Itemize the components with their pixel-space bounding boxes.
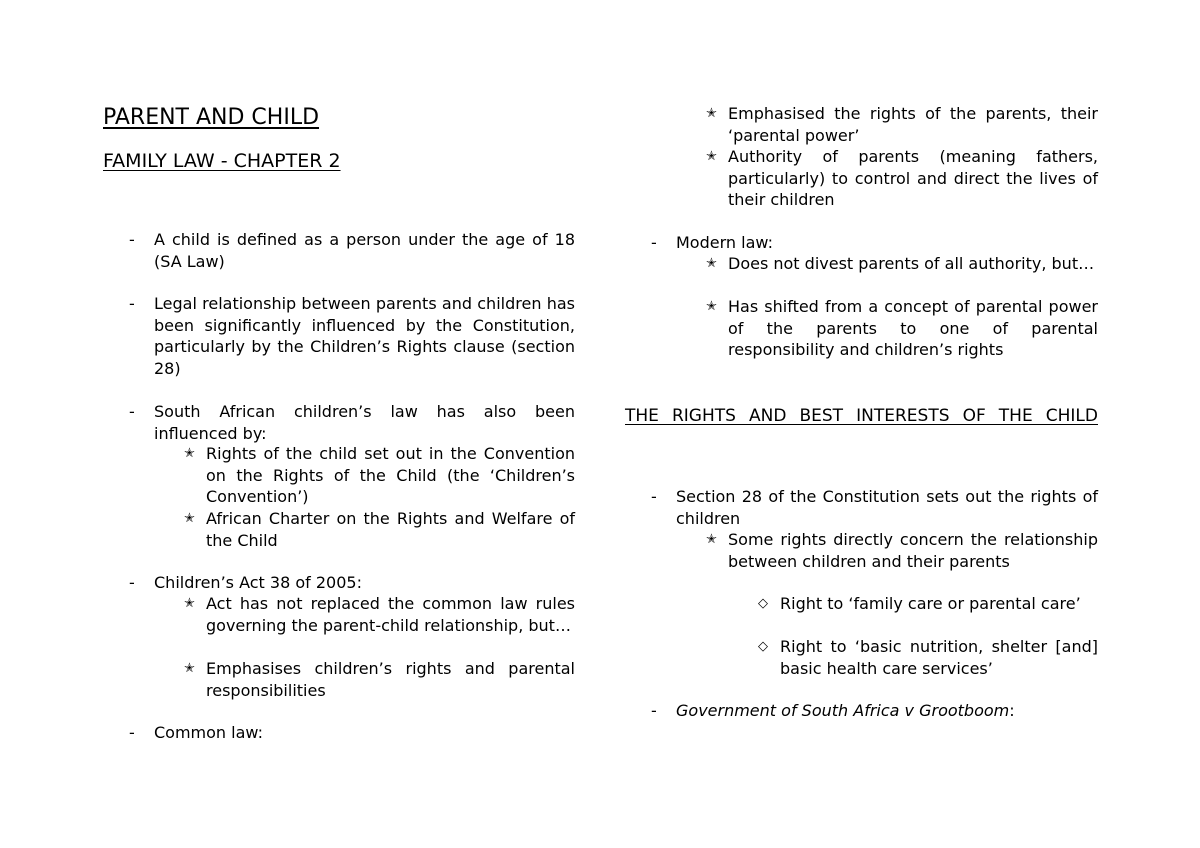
list-item — [129, 722, 575, 744]
star-bullet-icon: ✭ — [706, 299, 717, 314]
list-item-text: Legal relationship between parents and children has been significantly influenced by the Constitution, particularly by the Children’s Rights clause (section 28) — [154, 294, 575, 378]
sub-list-item — [706, 296, 1098, 361]
star-bullet-icon: ✭ — [184, 596, 195, 611]
star-bullet-icon: ✭ — [706, 532, 717, 547]
diamond-bullet-icon: ◇ — [758, 596, 768, 611]
star-bullet-icon: ✭ — [706, 256, 717, 271]
chapter-subtitle: FAMILY LAW - CHAPTER 2 — [103, 150, 341, 172]
case-name: Government of South Africa v Grootboom — [676, 701, 1010, 720]
dash-bullet: - — [651, 487, 657, 506]
list-item — [651, 700, 1098, 722]
sub-list-item-text: Emphasises children’s rights and parental responsibilities — [206, 659, 575, 700]
sub-list-item-text: Authority of parents (meaning fathers, particularly) to control and direct the lives of their children — [728, 147, 1098, 209]
sub-list-item-text: Act has not replaced the common law rules governing the parent-child relationship, but… — [206, 594, 575, 635]
dash-bullet: - — [129, 402, 135, 421]
list-item — [129, 293, 575, 379]
star-bullet-icon: ✭ — [184, 446, 195, 461]
sub-list-item — [184, 508, 575, 551]
list-item — [651, 486, 1098, 529]
star-bullet-icon: ✭ — [184, 661, 195, 676]
sub-list-item — [706, 253, 1098, 275]
dash-bullet: - — [129, 723, 135, 742]
star-bullet-icon: ✭ — [184, 511, 195, 526]
list-item-text — [676, 700, 1098, 722]
dash-bullet: - — [129, 294, 135, 313]
list-item — [651, 232, 1098, 254]
diamond-bullet-icon: ◇ — [758, 639, 768, 654]
dash-bullet: - — [651, 233, 657, 252]
star-bullet-icon: ✭ — [706, 149, 717, 164]
sub-list-item-text: Has shifted from a concept of parental power of the parents to one of parental responsibility and children’s rights — [728, 297, 1098, 359]
case-name-suffix: : — [1009, 701, 1015, 720]
page-title: PARENT AND CHILD — [103, 105, 320, 130]
sub-list-item-text: Rights of the child set out in the Convention on the Rights of the Child (the ‘Children’s Convention’) — [206, 444, 575, 506]
dash-bullet: - — [129, 573, 135, 592]
sub-list-item — [184, 658, 575, 701]
list-item-text: South African children’s law has also been influenced by: — [154, 402, 575, 443]
sub-list-item-text: Some rights directly concern the relationship between children and their parents — [728, 530, 1098, 571]
sub-list-item-text: Emphasised the rights of the parents, their ‘parental power’ — [728, 104, 1098, 145]
sub-list-item — [184, 443, 575, 508]
list-item — [129, 401, 575, 444]
sub-sub-list-item-text: Right to ‘basic nutrition, shelter [and] basic health care services’ — [780, 637, 1098, 678]
section-heading: THE RIGHTS AND BEST INTERESTS OF THE CHILD — [625, 406, 1098, 426]
sub-list-item — [706, 103, 1098, 146]
star-bullet-icon: ✭ — [706, 106, 717, 121]
sub-sub-list-item — [758, 593, 1098, 615]
list-item-text: Modern law: — [676, 233, 773, 252]
list-item-text: Section 28 of the Constitution sets out the rights of children — [676, 487, 1098, 528]
sub-list-item-text: African Charter on the Rights and Welfare of the Child — [206, 509, 575, 550]
sub-sub-list-item-text: Right to ‘family care or parental care’ — [780, 594, 1081, 613]
list-item-text: Children’s Act 38 of 2005: — [154, 573, 362, 592]
list-item-text: Common law: — [154, 723, 263, 742]
sub-sub-list-item — [758, 636, 1098, 679]
dash-bullet: - — [129, 230, 135, 249]
sub-list-item — [706, 529, 1098, 572]
list-item — [129, 229, 575, 272]
list-item-text: A child is defined as a person under the age of 18 (SA Law) — [154, 230, 575, 271]
sub-list-item-text: Does not divest parents of all authority, but… — [728, 254, 1095, 273]
sub-list-item — [706, 146, 1098, 211]
list-item — [129, 572, 575, 594]
dash-bullet: - — [651, 701, 657, 720]
sub-list-item — [184, 593, 575, 636]
